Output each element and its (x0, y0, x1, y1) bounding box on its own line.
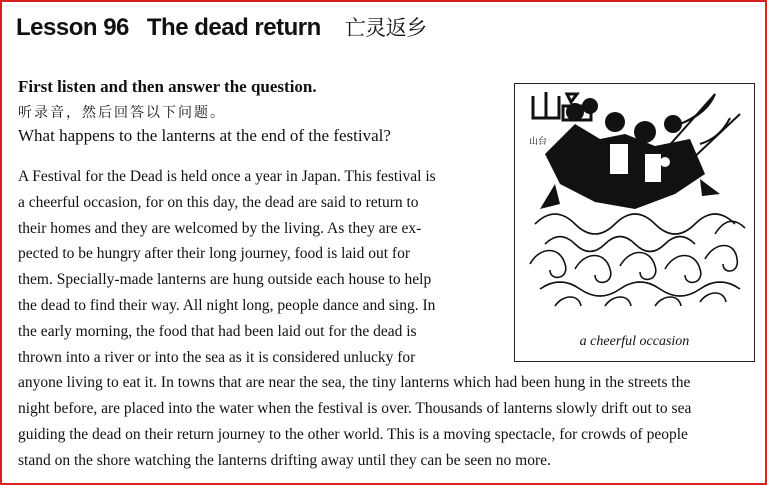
passage-line: anyone living to eat it. In towns that are near the sea, the tiny lanterns which had been hung in the streets the (18, 374, 691, 392)
passage-line: thrown into a river or into the sea as it is considered unlucky for (18, 348, 416, 366)
passage-line: pected to be hungry after their long journey, food is laid out for (18, 245, 410, 263)
passage (18, 164, 763, 474)
passage-line: a cheerful occasion, for on this day, the dead are said to return to (18, 193, 419, 211)
instruction-cn: 听录音，然后回答以下问题。 (18, 105, 226, 121)
sign-text: 山台 (529, 137, 548, 147)
passage-line: them. Specially-made lanterns are hung outside each house to help (18, 271, 432, 289)
lesson-title-cn: 亡灵返乡 (344, 17, 427, 40)
passage-line: A Festival for the Dead is held once a year in Japan. This festival is (18, 168, 436, 185)
illustration-caption: a cheerful occasion (579, 334, 690, 349)
passage-line: their homes and they are welcomed by the living. As they are ex- (18, 219, 422, 237)
lesson-title-en: The dead return (146, 14, 321, 41)
passage-line: stand on the shore watching the lanterns drifting away until they can be seen no more. (18, 451, 551, 469)
passage-line: the early morning, the food that had been laid out for the dead is (18, 322, 417, 340)
instruction-en: First listen and then answer the question. (18, 77, 317, 96)
passage-line: night before, are placed into the water when the festival is over. Thousands of lanterns slowly drift out to sea (18, 400, 692, 418)
lesson-number: Lesson 96 (16, 14, 129, 41)
question: What happens to the lanterns at the end of the festival? (18, 126, 391, 145)
lesson-title (16, 12, 427, 42)
passage-line: guiding the dead on their return journey to the other world. This is a moving spectacle, for crowds of people (18, 425, 688, 443)
passage-line: the dead to find their way. All night long, people dance and sing. In (18, 296, 436, 314)
